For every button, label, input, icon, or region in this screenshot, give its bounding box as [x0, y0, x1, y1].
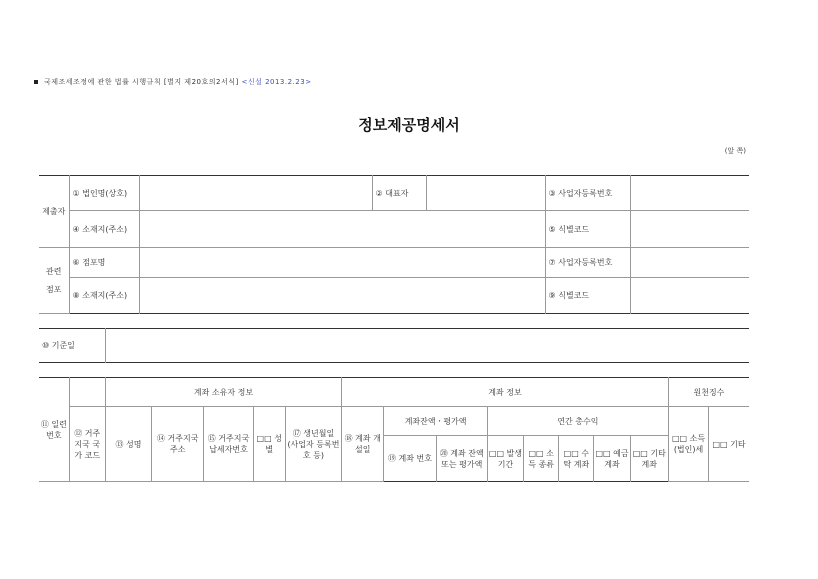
base-date-field[interactable]	[105, 329, 749, 363]
id-code-field[interactable]	[630, 211, 749, 248]
period-header: □□ 발생 기간	[487, 436, 523, 482]
account-no-header: ⑲ 계좌 번호	[384, 436, 436, 482]
withholding-header: 원천징수	[668, 378, 749, 407]
trust-account-header: □□ 수탁 계좌	[559, 436, 594, 482]
submitter-table	[39, 175, 749, 314]
submitter-section-label: 제출자	[39, 176, 69, 248]
owner-info-header: 계좌 소유자 정보	[105, 378, 341, 407]
income-tax-header: □□ 소득(법인)세	[668, 407, 708, 482]
related-store-section-label: 관련 점포	[39, 248, 69, 314]
serial-no-header: ⑪ 일련번호	[39, 378, 69, 482]
name-header: ⑬ 성명	[105, 407, 151, 482]
account-open-date-header: ⑱ 계좌 개설일	[342, 407, 384, 482]
store-name-label: ⑥ 점포명	[69, 248, 139, 278]
store-id-code-field[interactable]	[630, 278, 749, 314]
representative-label: ② 대표자	[372, 176, 426, 211]
blank-header-cell	[69, 378, 105, 407]
store-id-code-label: ⑨ 식별코드	[545, 278, 630, 314]
store-business-no-label: ⑦ 사업자등록번호	[545, 248, 630, 278]
base-date-label: ⑩ 기준일	[42, 341, 75, 350]
balance-header: 계좌잔액ㆍ평가액	[384, 407, 488, 436]
taxpayer-no-header: ⑮ 거주지국 납세자번호	[204, 407, 253, 482]
annual-income-header: 연간 총수익	[487, 407, 668, 436]
account-info-header: 계좌 정보	[342, 378, 669, 407]
store-business-no-field[interactable]	[630, 248, 749, 278]
income-type-header: □□ 소득 종류	[524, 436, 559, 482]
form-reference-line	[34, 77, 312, 87]
revision-note: <신설 2013.2.23>	[241, 78, 312, 86]
page-side-note: (앞 쪽)	[724, 147, 746, 155]
representative-field[interactable]	[426, 176, 545, 211]
business-no-field[interactable]	[630, 176, 749, 211]
residence-address-header: ⑭ 거주지국 주소	[152, 407, 204, 482]
business-no-label: ③ 사업자등록번호	[545, 176, 630, 211]
other-tax-header: □□ 기타	[709, 407, 749, 482]
corp-name-label: ① 법인명(상호)	[69, 176, 139, 211]
page-title: 정보제공명세서	[358, 116, 460, 134]
store-address-label: ⑧ 소재지(주소)	[69, 278, 139, 314]
birth-date-header: ⑰ 생년월일 (사업자 등록번호 등)	[285, 407, 341, 482]
law-reference-text: 국제조세조정에 관한 법률 시행규칙 [별지 제20호의2서식]	[44, 78, 239, 86]
other-account-header: □□ 기타 계좌	[630, 436, 668, 482]
gender-header: □□ 성별	[253, 407, 285, 482]
account-detail-table	[39, 377, 749, 482]
id-code-label: ⑤ 식별코드	[545, 211, 630, 248]
base-date-table	[39, 328, 749, 363]
balance-value-header: ⑳ 계좌 잔액 또는 평가액	[436, 436, 487, 482]
address-field[interactable]	[139, 211, 545, 248]
address-label: ④ 소재지(주소)	[69, 211, 139, 248]
corp-name-field[interactable]	[139, 176, 372, 211]
deposit-account-header: □□ 예금 계좌	[594, 436, 630, 482]
bullet-icon	[34, 80, 38, 84]
store-name-field[interactable]	[139, 248, 545, 278]
country-code-header: ⑫ 거주지국 국가 코드	[69, 407, 105, 482]
store-address-field[interactable]	[139, 278, 545, 314]
